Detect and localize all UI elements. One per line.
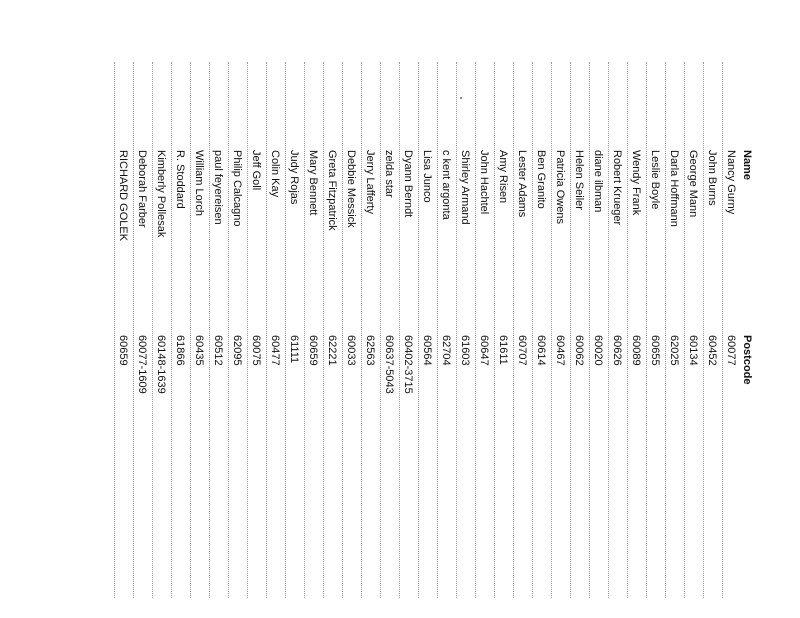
table-row [207,0,226,618]
postcode-cell: 60089 [630,335,642,366]
table-row [131,0,150,618]
name-cell: Dyann Berndt [402,150,414,218]
name-cell: R. Stoddard [174,150,186,209]
table-row [226,0,245,618]
dotted-leader-line [722,62,723,598]
dotted-leader-line [133,62,134,598]
postcode-cell: 60075 [250,335,262,366]
postcode-cell: 60655 [649,335,661,366]
table-row [397,0,416,618]
name-cell: zelda star [383,150,395,198]
postcode-cell: 60062 [573,335,585,366]
name-cell: George Mann [687,150,699,218]
postcode-cell: 61603 [459,335,471,366]
dotted-leader-line [589,62,590,598]
table-row [340,0,359,618]
table-row [587,0,606,618]
postcode-cell: 60020 [592,335,604,366]
postcode-cell: 60077 [725,335,737,366]
dotted-leader-line [190,62,191,598]
dotted-leader-line [608,62,609,598]
name-cell: Darla Hoffmann [668,150,680,227]
table-row [150,0,169,618]
table-row [511,0,530,618]
postcode-cell: 60402-3715 [402,335,414,394]
name-cell: RICHARD GOLEK [117,150,129,242]
dotted-leader-line [228,62,229,598]
table-row [283,0,302,618]
name-cell: Nancy Gurny [725,150,737,215]
name-cell: Lisa Junco [421,150,433,203]
table-row [701,0,720,618]
postcode-cell: 62704 [440,335,452,366]
name-cell: Patricia Owens [554,150,566,224]
postcode-cell: 60637-5043 [383,335,395,394]
table-row [568,0,587,618]
dotted-leader-line [285,62,286,598]
name-cell: Deborah Farber [136,150,148,228]
dotted-leader-line [342,62,343,598]
name-cell: Robert Krueger [611,150,623,226]
postcode-cell: 60452 [706,335,718,366]
postcode-cell: 61111 [288,335,300,364]
name-column-header: Name [741,150,753,180]
table-row [625,0,644,618]
name-cell: diane ilbman [592,150,604,213]
dotted-leader-line [703,62,704,598]
dotted-leader-line [152,62,153,598]
postcode-cell: 60626 [611,335,623,366]
postcode-cell: 60512 [212,335,224,366]
name-cell: Shirley Armand [459,150,471,225]
name-cell: Greta Fitzpatrick [326,150,338,231]
table-row [435,0,454,618]
table-row [245,0,264,618]
postcode-cell: 60077-1609 [136,335,148,394]
name-cell: Mary Bennett [307,150,319,216]
postcode-cell: 61866 [174,335,186,366]
dotted-leader-line [532,62,533,598]
table-row [720,0,739,618]
postcode-cell: 62095 [231,335,243,366]
postcode-cell: 62563 [364,335,376,366]
table-row [378,0,397,618]
table-row [416,0,435,618]
postcode-column-header: Postcode [741,335,753,385]
table-row [454,0,473,618]
postcode-cell: 62025 [668,335,680,366]
name-cell: Helen Seiler [573,150,585,210]
dotted-leader-line [570,62,571,598]
postcode-cell: 60148-1639 [155,335,167,394]
dotted-leader-line [399,62,400,598]
dotted-leader-line [684,62,685,598]
postcode-cell: 60467 [554,335,566,366]
postcode-cell: 62221 [326,335,338,366]
name-cell: Philip Calcagno [231,150,243,227]
dotted-leader-line [551,62,552,598]
name-cell: Lester Adams [516,150,528,218]
dotted-leader-line [323,62,324,598]
dotted-leader-line [665,62,666,598]
dotted-leader-line [494,62,495,598]
dotted-leader-line [209,62,210,598]
postcode-cell: 60435 [193,335,205,366]
table-row [169,0,188,618]
table-row [663,0,682,618]
table-row [682,0,701,618]
table-row [549,0,568,618]
table-row [359,0,378,618]
dotted-leader-line [304,62,305,598]
postcode-cell: 60564 [421,335,433,366]
name-cell: Leslie Boyle [649,150,661,210]
table-row [606,0,625,618]
name-cell: Jeff Goll [250,150,262,191]
dotted-leader-line [475,62,476,598]
table-row [492,0,511,618]
table-row [644,0,663,618]
postcode-cell: 60707 [516,335,528,366]
name-cell: Amy Risen [497,150,509,204]
postcode-cell: 60659 [117,335,129,366]
name-cell: John Hachtel [478,150,490,215]
dotted-leader-line [380,62,381,598]
dotted-leader-line [171,62,172,598]
scan-speck [460,97,462,99]
dotted-leader-line [361,62,362,598]
table-row [302,0,321,618]
table-row [188,0,207,618]
table-row [112,0,131,618]
table-row [530,0,549,618]
dotted-leader-line [646,62,647,598]
dotted-leader-line [513,62,514,598]
name-cell: John Burns [706,150,718,206]
postcode-cell: 60614 [535,335,547,366]
table-row [473,0,492,618]
table-row [264,0,283,618]
name-cell: c kent argonta [440,150,452,220]
dotted-leader-line [627,62,628,598]
name-cell: Judy Rojas [288,150,300,205]
dotted-leader-line [418,62,419,598]
dotted-leader-line [456,62,457,598]
dotted-leader-line [247,62,248,598]
dotted-leader-line [437,62,438,598]
name-cell: Kimberly Pollesak [155,150,167,238]
postcode-cell: 61611 [497,335,509,365]
name-cell: paul feyereisen [212,150,224,225]
postcode-cell: 60477 [269,335,281,366]
name-cell: Debbie Messick [345,150,357,228]
name-cell: Ben Granito [535,150,547,209]
name-cell: Colin Kay [269,150,281,198]
postcode-cell: 60033 [345,335,357,366]
postcode-cell: 60659 [307,335,319,366]
postcode-cell: 60647 [478,335,490,366]
dotted-leader-line [266,62,267,598]
name-cell: Wendy Frank [630,150,642,216]
dotted-leader-line [114,62,115,598]
postcode-cell: 60134 [687,335,699,366]
table-row [321,0,340,618]
name-cell: William Lorch [193,150,205,217]
name-cell: Jerry Lafferty [364,150,376,214]
